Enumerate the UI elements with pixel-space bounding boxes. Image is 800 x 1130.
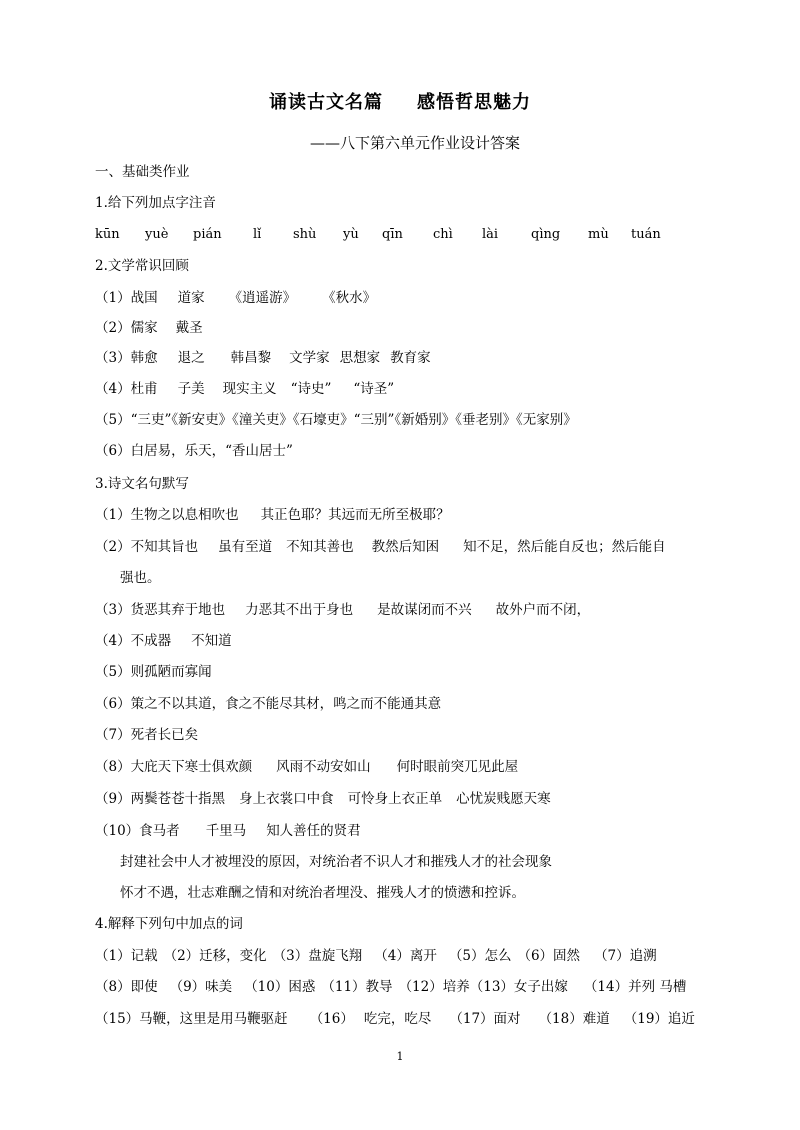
q2-item-4 [95, 379, 735, 399]
pinyin-item: yuè [145, 227, 169, 242]
answer-text: 吃完，吃尽 [363, 1011, 432, 1027]
q3-item-8 [95, 757, 735, 777]
answer-text: （10）食马者 [95, 823, 180, 839]
answer-text: （1）生物之以息相吹也 [95, 507, 239, 523]
q2-item-6: （6）白居易，乐天，“香山居士” [95, 443, 293, 459]
answer-text: （4）离开 [374, 948, 437, 964]
answer-text: 何时眼前突兀见此屋 [396, 759, 519, 775]
answer-text: （4）杜甫 [95, 381, 158, 397]
q3-heading: 3.诗文名句默写 [95, 476, 189, 492]
answer-text: （6）固然 [517, 948, 581, 964]
answer-text: 身上衣裳口中食 [239, 791, 334, 807]
answer-text: 《逍遥游》 [228, 290, 297, 306]
answer-text: 千里马 [205, 823, 247, 839]
q3-item-2 [95, 537, 735, 557]
q3-item-10 [95, 821, 735, 841]
q4-row-2 [95, 977, 735, 997]
q2-heading: 2.文学常识回顾 [95, 258, 189, 274]
q3-item-5: （5）则孤陋而寡闻 [95, 664, 212, 680]
q4-row-1 [95, 946, 735, 966]
answer-text: （9）味美 [169, 979, 233, 995]
answer-text: 不知其善也 [286, 539, 354, 555]
answer-text: 思想家 [339, 350, 381, 366]
answer-text: （18）难道 [538, 1011, 610, 1027]
q2-item-2 [95, 318, 735, 338]
answer-text: 其正色耶？其远而无所至极耶？ [260, 507, 450, 523]
pinyin-item: lài [482, 227, 499, 242]
pinyin-item: yù [343, 227, 359, 242]
q4-row-3 [95, 1009, 735, 1029]
answer-text: （11）教导 [321, 979, 393, 995]
title-part-1: 诵读古文名篇 [269, 92, 383, 113]
q3-item-6: （6）策之不以其道，食之不能尽其材，鸣之而不能通其意 [95, 696, 442, 712]
pinyin-item: qìng [531, 227, 561, 242]
answer-text: （17）面对 [449, 1011, 521, 1027]
q3-item-9 [95, 789, 735, 809]
answer-text: 戴圣 [175, 320, 203, 336]
pinyin-item: qīn [382, 227, 403, 242]
answer-text: 子美 [177, 381, 205, 397]
answer-text: 力恶其不出于身也 [245, 602, 354, 618]
answer-text: （3）货恶其弃于地也 [95, 602, 226, 618]
pinyin-item: pián [193, 227, 222, 242]
pinyin-item: kūn [95, 227, 120, 242]
answer-text: 退之 [177, 350, 205, 366]
page-title [0, 88, 800, 114]
page-number: 1 [396, 1050, 404, 1063]
pinyin-item: chì [433, 227, 453, 242]
q3-item-7: （7）死者长已矣 [95, 727, 199, 743]
answer-text: （14）并列 马槽 [583, 979, 687, 995]
answer-text: （8）大庇天下寒士俱欢颜 [95, 759, 253, 775]
answer-text: 知不足，然后能自反也；然后能自 [463, 539, 666, 555]
answer-text: （15）马鞭，这里是用马鞭驱赶 [95, 1011, 288, 1027]
answer-text: 文学家 [289, 350, 330, 366]
answer-text: 教育家 [390, 350, 431, 366]
pinyin-item: lǐ [253, 227, 262, 242]
answer-text: 风雨不动安如山 [276, 759, 371, 775]
answer-text: 故外户而不闭， [495, 602, 591, 618]
answer-text: （5）怎么 [448, 948, 512, 964]
answer-text: （19）追近 [623, 1011, 695, 1027]
answer-text: （7）追溯 [594, 948, 657, 964]
answer-text: 虽有至道 [218, 539, 273, 555]
q3-item-1 [95, 505, 735, 525]
pinyin-item: tuán [631, 227, 661, 242]
pinyin-item: shù [293, 227, 317, 242]
answer-text: （12）培养（13）女子出嫁 [398, 979, 568, 995]
answer-text: 是故谋闭而不兴 [377, 602, 472, 618]
answer-text: 《秋水》 [322, 290, 377, 306]
answer-text: （2）迁移，变化 [163, 948, 267, 964]
answer-text: 可怜身上衣正单 [347, 791, 443, 807]
pinyin-item: mù [588, 227, 609, 242]
answer-text: （3）韩愈 [95, 350, 158, 366]
q1-heading: 1.给下列加点字注音 [95, 195, 216, 211]
answer-text: “诗史” [290, 381, 332, 397]
answer-text: 教然后知困 [371, 539, 440, 555]
q3-item-2-cont: 强也。 [120, 570, 161, 586]
q2-item-1 [95, 288, 735, 308]
q2-item-5: （5）“三吏”《新安吏》《潼关吏》《石壕吏》“三别”《新婚别》《垂老别》《无家别》 [95, 412, 577, 428]
q3-item-4 [95, 631, 735, 651]
answer-text: （1）记载 [95, 948, 158, 964]
q3-item-10-note-2: 怀才不遇，壮志难酬之情和对统治者埋没、摧残人才的愤懑和控诉。 [120, 885, 525, 901]
answer-text: （2）儒家 [95, 320, 158, 336]
answer-text: （4）不成器 [95, 633, 172, 649]
answer-text: （10）困惑 [244, 979, 316, 995]
answer-text: （9）两鬓苍苍十指黑 [95, 791, 226, 807]
page-subtitle: ——八下第六单元作业设计答案 [309, 134, 520, 152]
q3-item-10-note-1: 封建社会中人才被埋没的原因，对统治者不识人才和摧残人才的社会现象 [120, 854, 552, 870]
answer-text: （2）不知其旨也 [95, 539, 199, 555]
answer-text: 不知道 [191, 633, 232, 649]
answer-text: （16） [309, 1011, 354, 1027]
answer-text: 心忧炭贱愿天寒 [456, 791, 551, 807]
q4-heading: 4.解释下列句中加点的词 [95, 916, 243, 932]
answer-text: （8）即使 [95, 979, 158, 995]
answer-text: （3）盘旋飞翔 [272, 948, 363, 964]
answer-text: 知人善任的贤君 [266, 823, 361, 839]
answer-text: 现实主义 [222, 381, 277, 397]
section-heading: 一、基础类作业 [95, 164, 190, 180]
answer-text: （1）战国 [95, 290, 158, 306]
q3-item-3 [95, 600, 735, 620]
answer-text: 韩昌黎 [230, 350, 272, 366]
title-part-2: 感悟哲思魅力 [417, 92, 531, 113]
answer-text: “诗圣” [353, 381, 395, 397]
answer-text: 道家 [177, 290, 205, 306]
q2-item-3 [95, 348, 735, 368]
